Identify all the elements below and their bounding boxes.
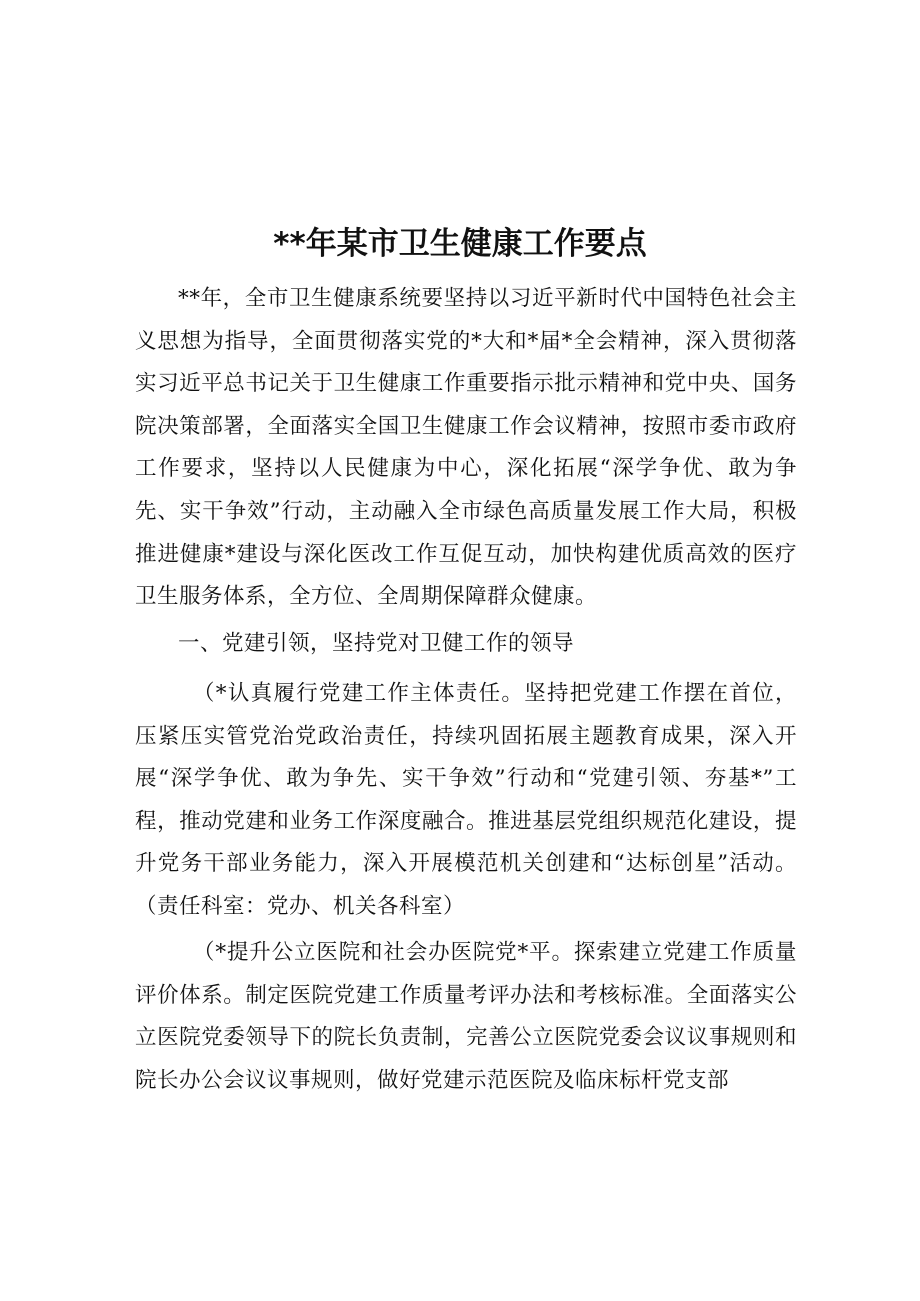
section-heading-1: 一、党建引领，坚持党对卫健工作的领导 [178,631,575,656]
intro-paragraph: **年，全市卫生健康系统要坚持以习近平新时代中国特色社会主义思想为指导，全面贯彻落实党的*大和*届*全会精神，深入贯彻落实习近平总书记关于卫生健康工作重要指示批示精神和党中央、国务院决策部署，全面落实全国卫生健康工作会议精神，按照市委市政府工作要求，坚持以人民健康为中心，深化拓展“深学争优、敢为争先、实干争效”行动，主动融入全市绿色高质量发展工作大局，积极推进健康*建设与深化医改工作互促互动，加快构建优质高效的医疗卫生服务体系，全方位、全周期保障群众健康。 [135,286,797,610]
document-title: **年某市卫生健康工作要点 [273,226,647,262]
item-paragraph-2: （*提升公立医院和社会办医院党*平。探索建立党建工作质量评价体系。制定医院党建工作质量考评办法和考核标准。全面落实公立医院党委领导下的院长负责制，完善公立医院党委会议议事规则和院长办公会议议事规则，做好党建示范医院及临床标杆党支部 [135,940,797,1093]
item-paragraph-1: （*认真履行党建工作主体责任。坚持把党建工作摆在首位，压紧压实管党治党政治责任，持续巩固拓展主题教育成果，深入开展“深学争优、敢为争先、实干争效”行动和“党建引领、夯基*”工程，推动党建和业务工作深度融合。推进基层党组织规范化建设，提升党务干部业务能力，深入开展模范机关创建和“达标创星”活动。（责任科室：党办、机关各科室） [135,681,797,919]
